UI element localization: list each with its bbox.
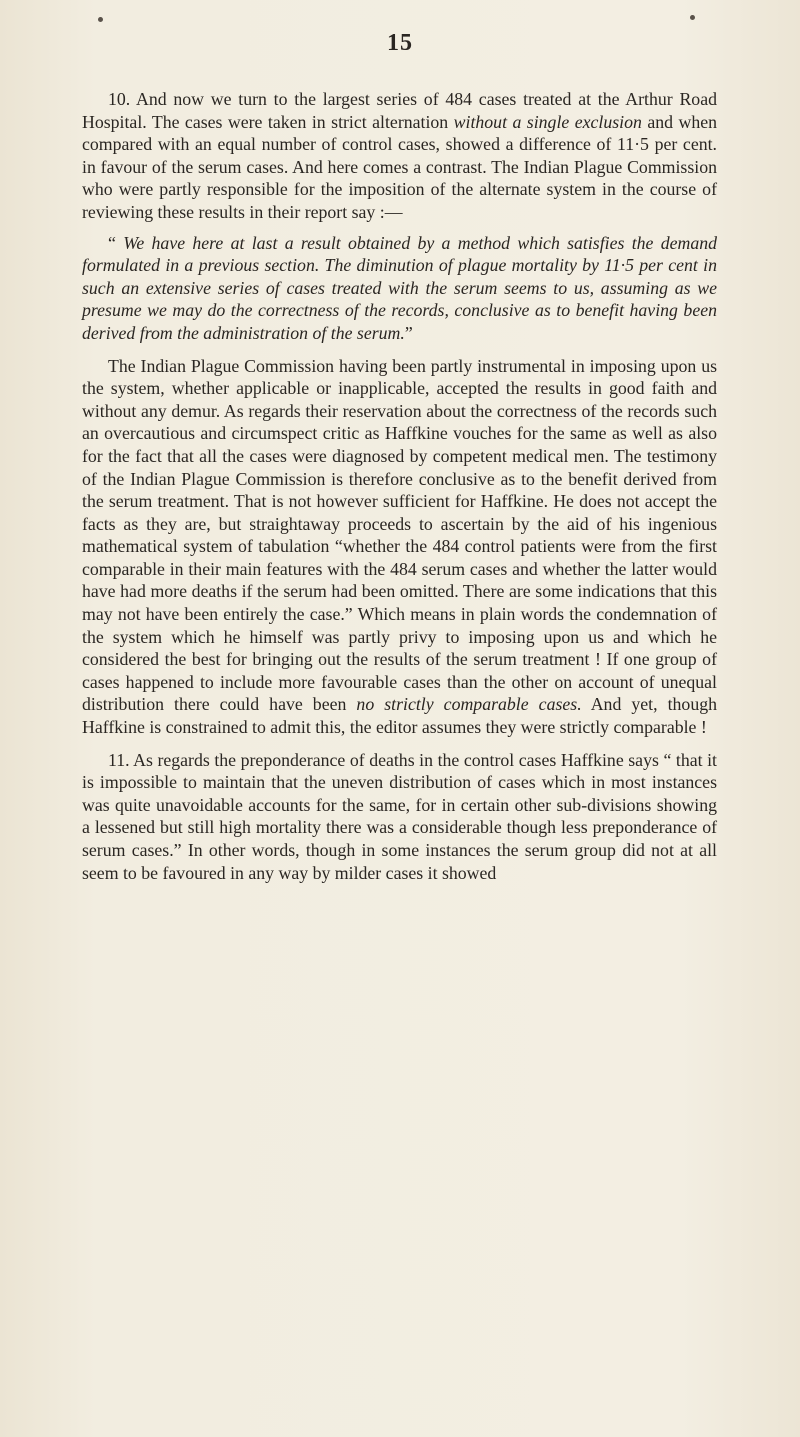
paragraph-10 bbox=[82, 88, 717, 224]
paragraph-commission-text-a: The Indian Plague Commission having been partly instrumental in imposing upon us the system, whether applicable or inapplicable, accepted the results in good faith and without any demur. As regards their reservation about the correctness of the records such an overcautious and circumspect critic as Haffkine vouches for the same as well as also for the fact that all the cases were diagnosed by competent medical men. The testimony of the Indian Plague Commission is therefore conclusive as to the benefit derived from the serum treatment. That is not however sufficient for Haffkine. He does not accept the facts as they are, but straightaway proceeds to ascertain by the aid of his ingenious mathematical system of tabulation “whether the 484 control patients were from the first comparable in their main features with the 484 serum cases and whether the latter would have had more deaths if the serum had been omitted. There are some indications that this may not have been entirely the case.” Which means in plain words the condemnation of the system which he himself was partly privy to imposing upon us and which he considered the best for bringing out the results of the serum treatment ! If one group of cases happened to include more favourable cases than the other on account of unequal distribution there could have been bbox=[82, 355, 717, 715]
commission-quote bbox=[82, 232, 717, 345]
quote-open-mark: “ bbox=[108, 232, 124, 253]
paragraph-10-text-a: 10. And now we turn to the largest series of 484 cases treated at the Arthur Road Hospital. The cases were taken in strict alternation bbox=[82, 89, 717, 132]
print-speck bbox=[98, 17, 103, 22]
paragraph-10-text-b: and when compared with an equal number of control cases, showed a difference of 11·5 per cent. in favour of the serum cases. And here comes a contrast. The Indian Plague Commission who were partly responsible for the imposition of the alternate system in the course of reviewing these results in their report say :— bbox=[82, 111, 717, 222]
page-body bbox=[82, 88, 717, 884]
page-number: 15 bbox=[387, 30, 413, 56]
paragraph-commission-text-b: And yet, though Haffkine is constrained to admit this, the editor assumes they were strictly comparable ! bbox=[82, 694, 717, 738]
paragraph-commission bbox=[82, 355, 717, 739]
quote-close-mark: ” bbox=[404, 322, 413, 343]
paragraph-10-emphasis: without a single exclusion bbox=[453, 111, 642, 132]
quote-text: We have here at last a result obtained by a method which satisfies the demand formulated in a previous section. The diminution of plague mortality by 11·5 per cent in such an extensive series of cases treated with the serum seems to us, assuming as we presume we may do the correctness of the records, conclusive as to benefit having been derived from the administration of the serum. bbox=[82, 232, 717, 343]
paragraph-11: 11. As regards the preponderance of deaths in the control cases Haffkine says “ that it is impossible to maintain that the uneven distribution of cases which in most instances was quite unavoidable accounts for the same, for in certain other sub-divisions showing a lessened but still high mortality there was a considerable though less preponderance of serum cases.” In other words, though in some instances the serum group did not at all seem to be favoured in any way by milder cases it showed bbox=[82, 749, 717, 883]
paragraph-commission-emphasis: no strictly comparable cases. bbox=[356, 694, 582, 715]
print-speck bbox=[690, 15, 695, 20]
